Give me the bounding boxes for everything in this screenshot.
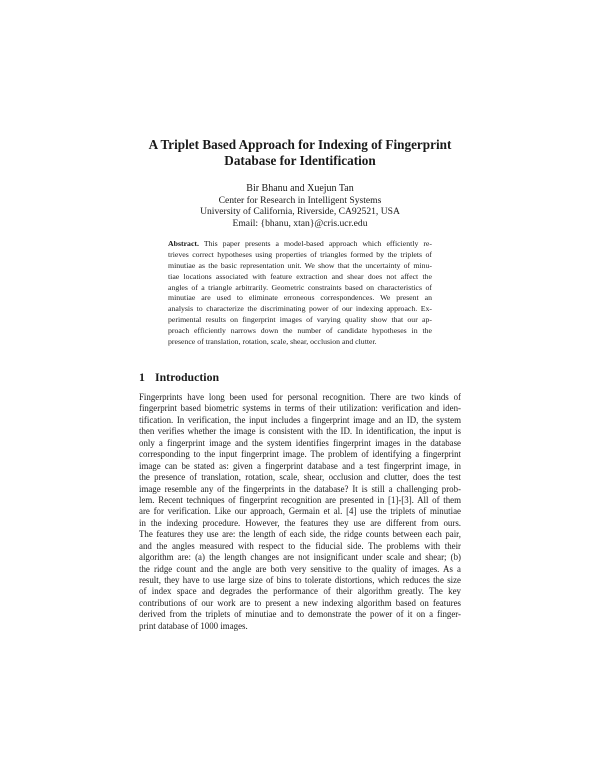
body-line: in the indexing procedure. However, the features they use are different from ours. xyxy=(139,517,461,528)
title-line-1: A Triplet Based Approach for Indexing of Fingerprint xyxy=(148,137,452,152)
abstract-line-text: This paper presents a model-based approach which efficiently re- xyxy=(198,239,432,248)
abstract-line: minutiae are used to eliminate erroneous correspondences. We present an xyxy=(168,293,432,303)
body-line: result, they have to use large size of bins to tolerate distortions, which reduces the size xyxy=(139,575,461,585)
abstract-line xyxy=(168,239,432,250)
body-line: corresponding to the input fingerprint image. The problem of identifying a fingerprint xyxy=(139,449,461,460)
affiliation-line-1: Center for Research in Intelligent Systems xyxy=(218,195,382,207)
body-line: image can be stated as: given a fingerprint database and a test fingerprint image, in xyxy=(139,460,461,471)
abstract-line: presence of translation, rotation, scale, shear, occlusion and clutter. xyxy=(168,337,377,347)
body-line: lem. Recent techniques of fingerprint recognition are presented in [1]-[3]. All of them xyxy=(139,494,461,505)
introduction-body xyxy=(139,392,461,632)
title-line-2: Database for Identification xyxy=(224,153,376,168)
body-line: the presence of translation, rotation, scale, shear, occlusion and clutter, does the test xyxy=(139,472,461,483)
abstract xyxy=(168,239,432,348)
body-line: then verifies whether the image is consistent with the ID. In identification, the input is xyxy=(139,426,461,437)
body-line: image resemble any of the fingerprints in the database? It is still a challenging prob- xyxy=(139,483,461,494)
body-line: of index space and degrades the performance of their algorithm greatly. The key xyxy=(139,586,461,597)
section-title: Introduction xyxy=(155,370,220,384)
abstract-line: minutiae as the basic representation unit. We show that the uncertainty of minu- xyxy=(168,260,432,270)
affiliation-line-2: University of California, Riverside, CA92521, USA xyxy=(200,206,400,218)
author-names: Bir Bhanu and Xuejun Tan xyxy=(246,183,354,194)
author-block xyxy=(100,183,500,229)
section-heading xyxy=(139,370,219,384)
body-line: contributions of our work are to present a new indexing algorithm based on features xyxy=(139,597,461,608)
section-number: 1 xyxy=(139,370,145,384)
abstract-line: analysis to characterize the discriminating power of our indexing approach. Ex- xyxy=(168,304,432,314)
abstract-line: trieves correct hypotheses using properties of triangles formed by the triplets of xyxy=(168,249,432,259)
author-email: Email: {bhanu, xtan}@cris.ucr.edu xyxy=(232,217,368,229)
body-line: fingerprint based biometric systems in terms of their utilization: verification and iden- xyxy=(139,403,461,414)
abstract-line: tiae locations associated with feature extraction and shear does not affect the xyxy=(168,271,432,281)
abstract-line: proach efficiently narrows down the number of candidate hypotheses in the xyxy=(168,326,432,336)
paper-title xyxy=(100,137,500,169)
body-line: and the angles measured with respect to the fiducial side. The problems with their xyxy=(139,540,461,551)
body-line: algorithm are: (a) the length changes are not insignificant under scale and shear; (b) xyxy=(139,552,461,563)
abstract-label: Abstract. xyxy=(168,239,199,248)
body-line: tification. In verification, the input includes a fingerprint image and an ID, the system xyxy=(139,414,461,425)
body-line: Fingerprints have long been used for personal recognition. There are two kinds of xyxy=(139,392,461,402)
body-line: derived from the triplets of minutiae and to demonstrate the power of it on a finger- xyxy=(139,609,461,620)
body-line: print database of 1000 images. xyxy=(139,620,248,631)
body-line: are for verification. Like our approach, Germain et al. [4] use the triplets of minutiae xyxy=(139,506,461,517)
body-line: only a fingerprint image and the system identifies fingerprint images in the database xyxy=(139,437,461,448)
abstract-line: angles of a triangle arbitrarily. Geometric constraints based on characteristics of xyxy=(168,282,432,292)
body-line: the ridge count and the angle are both very sensitive to the quality of images. As a xyxy=(139,563,461,574)
body-line: The features they use are: the length of each side, the ridge counts between each pair, xyxy=(139,529,461,540)
abstract-line: perimental results on fingerprint images of varying quality show that our ap- xyxy=(168,315,432,325)
